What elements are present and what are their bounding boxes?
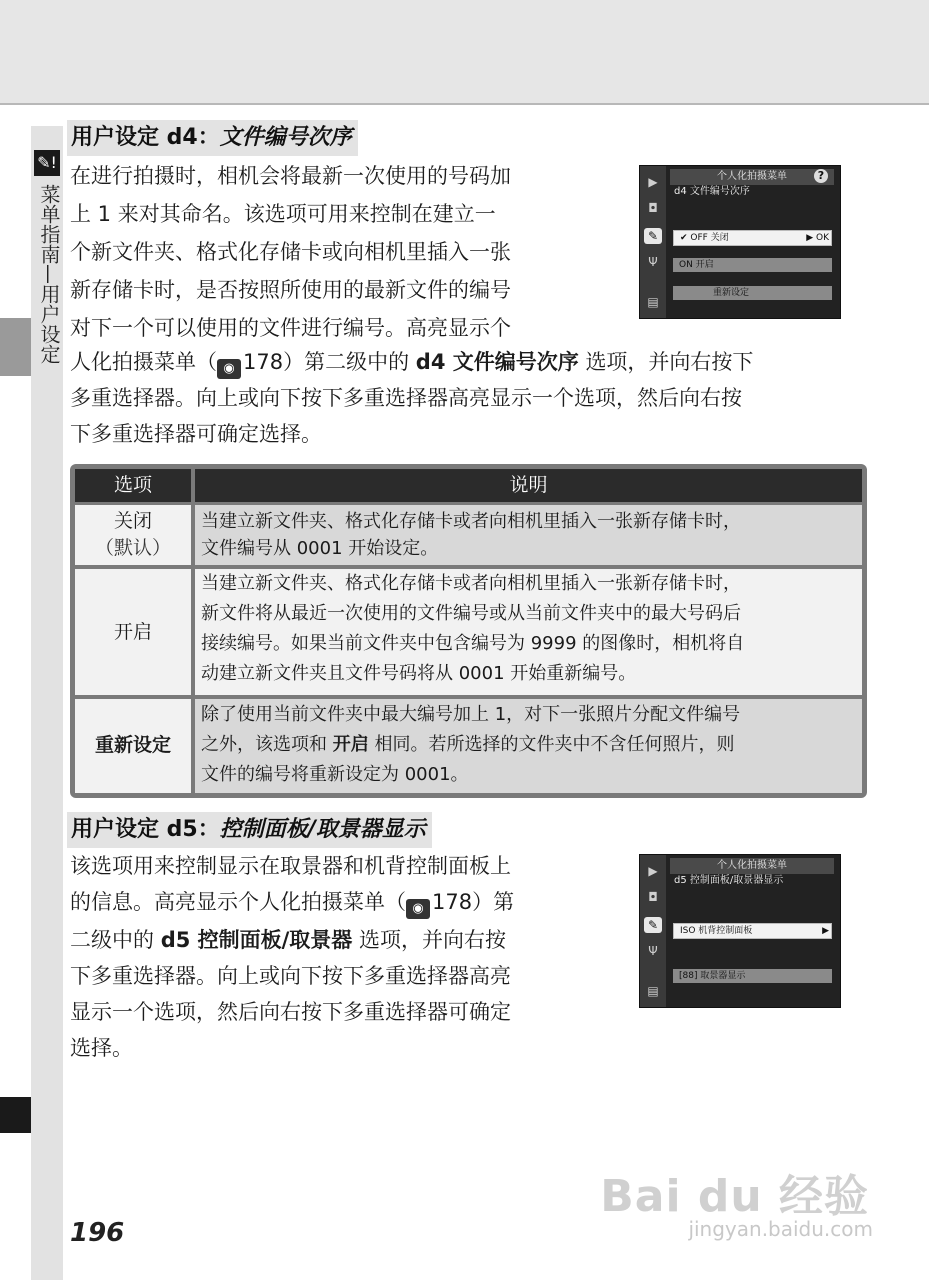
menu-option: ✔ OFF 关闭 ▶ OK bbox=[673, 230, 832, 246]
table-cell-option: 重新设定 bbox=[75, 699, 191, 793]
pencil-icon: ✎ bbox=[644, 228, 662, 244]
paragraph-line: 人化拍摄菜单（ ◉ 178）第二级中的 d4 文件编号次序 选项，并向右按下 bbox=[70, 344, 753, 380]
camera-icon: ◘ bbox=[648, 201, 658, 215]
wrench-icon: Ψ bbox=[648, 255, 658, 269]
menu-tab-rail bbox=[640, 855, 666, 1007]
options-table bbox=[70, 464, 867, 798]
right-arrow: ▶ bbox=[822, 926, 829, 936]
heading-title: 文件编号次序 bbox=[219, 125, 352, 150]
bold-term: 开启 bbox=[332, 734, 369, 755]
menu-option: 重新设定 bbox=[673, 286, 832, 300]
reference-icon: ◉ bbox=[406, 899, 430, 919]
menu-tab-rail bbox=[640, 166, 666, 318]
menu-option: [88] 取景器显示 bbox=[673, 969, 832, 983]
paragraph-line: 该选项用来控制显示在取景器和机背控制面板上 bbox=[70, 854, 511, 878]
recent-icon: ▤ bbox=[647, 295, 659, 309]
camera-menu-screen bbox=[639, 165, 841, 319]
watermark-url: jingyan.baidu.com bbox=[688, 1217, 873, 1241]
paragraph-line: 下多重选择器可确定选择。 bbox=[70, 422, 322, 446]
reference-icon: ◉ bbox=[217, 359, 241, 379]
help-icon: ? bbox=[814, 169, 828, 183]
table-cell-option: 关闭 （默认） bbox=[75, 505, 191, 565]
paragraph-line: 上 1 来对其命名。该选项可用来控制在建立一 bbox=[70, 202, 496, 226]
playback-icon: ▶ bbox=[648, 175, 658, 189]
section-heading-d5 bbox=[67, 812, 432, 848]
paragraph-line: 在进行拍摄时，相机会将最新一次使用的号码加 bbox=[70, 164, 511, 188]
screen-subtitle: d5 控制面板/取景器显示 bbox=[674, 875, 784, 886]
ok-arrow: ▶ OK bbox=[806, 233, 829, 243]
bold-term: d4 文件编号次序 bbox=[415, 350, 579, 374]
side-tab-marker-dark bbox=[0, 1097, 31, 1133]
table-cell-description: 当建立新文件夹、格式化存储卡或者向相机里插入一张新存储卡时， 文件编号从 0001 开始设定。 bbox=[195, 505, 862, 565]
heading-prefix: 用户设定 d5： bbox=[71, 817, 220, 842]
table-header: 说明 bbox=[195, 469, 862, 502]
table-cell-option: 开启 bbox=[75, 569, 191, 695]
menu-option: ON 开启 bbox=[673, 258, 832, 272]
paragraph-line: 对下一个可以使用的文件进行编号。高亮显示个 bbox=[70, 316, 511, 340]
table-cell-description: 除了使用当前文件夹中最大编号加上 1，对下一张照片分配文件编号 之外，该选项和 开启 相同。若所选择的文件夹中不含任何照片，则 文件的编号将重新设定为 0001。 bbox=[195, 699, 862, 793]
playback-icon: ▶ bbox=[648, 864, 658, 878]
paragraph-line: 选择。 bbox=[70, 1036, 133, 1060]
paragraph-line: 个新文件夹、格式化存储卡或向相机里插入一张 bbox=[70, 240, 511, 264]
paragraph-line: 下多重选择器。向上或向下按下多重选择器高亮 bbox=[70, 964, 511, 988]
paragraph-line: 的信息。高亮显示个人化拍摄菜单（ ◉ 178）第 bbox=[70, 884, 514, 920]
pencil-icon: ✎! bbox=[34, 150, 60, 176]
paragraph-line: 新存储卡时，是否按照所使用的最新文件的编号 bbox=[70, 278, 511, 302]
paragraph-line: 二级中的 d5 控制面板/取景器 选项，并向右按 bbox=[70, 928, 506, 952]
watermark-logo: Bai du 经验 bbox=[600, 1171, 869, 1222]
paragraph-line: 多重选择器。向上或向下按下多重选择器高亮显示一个选项，然后向右按 bbox=[70, 386, 742, 410]
pencil-icon: ✎ bbox=[644, 917, 662, 933]
heading-prefix: 用户设定 d4： bbox=[71, 125, 220, 150]
table-cell-description: 当建立新文件夹、格式化存储卡或者向相机里插入一张新存储卡时， 新文件将从最近一次使用的文件编号或从当前文件夹中的最大号码后 接续编号。如果当前文件夹中包含编号为 9999 的图像时，相机将自 动建立新文件夹且文件号码将从 0001 开始重新编号。 bbox=[195, 569, 862, 695]
screen-title: 个人化拍摄菜单 bbox=[670, 858, 834, 874]
top-band bbox=[0, 0, 929, 105]
heading-title: 控制面板/取景器显示 bbox=[219, 817, 426, 842]
page-number: 196 bbox=[70, 1218, 125, 1248]
bold-term: d5 控制面板/取景器 bbox=[160, 928, 353, 952]
menu-option: ISO 机背控制面板 ▶ bbox=[673, 923, 832, 939]
paragraph-line: 显示一个选项，然后向右按下多重选择器可确定 bbox=[70, 1000, 511, 1024]
screen-title: 个人化拍摄菜单 bbox=[670, 169, 834, 185]
camera-menu-screen bbox=[639, 854, 841, 1008]
screen-subtitle: d4 文件编号次序 bbox=[674, 186, 750, 197]
table-header: 选项 bbox=[75, 469, 191, 502]
wrench-icon: Ψ bbox=[648, 944, 658, 958]
chapter-title: 菜单指南—用户设定 bbox=[37, 184, 61, 364]
section-heading-d4 bbox=[67, 120, 358, 156]
side-tab-marker bbox=[0, 318, 31, 376]
camera-icon: ◘ bbox=[648, 890, 658, 904]
recent-icon: ▤ bbox=[647, 984, 659, 998]
